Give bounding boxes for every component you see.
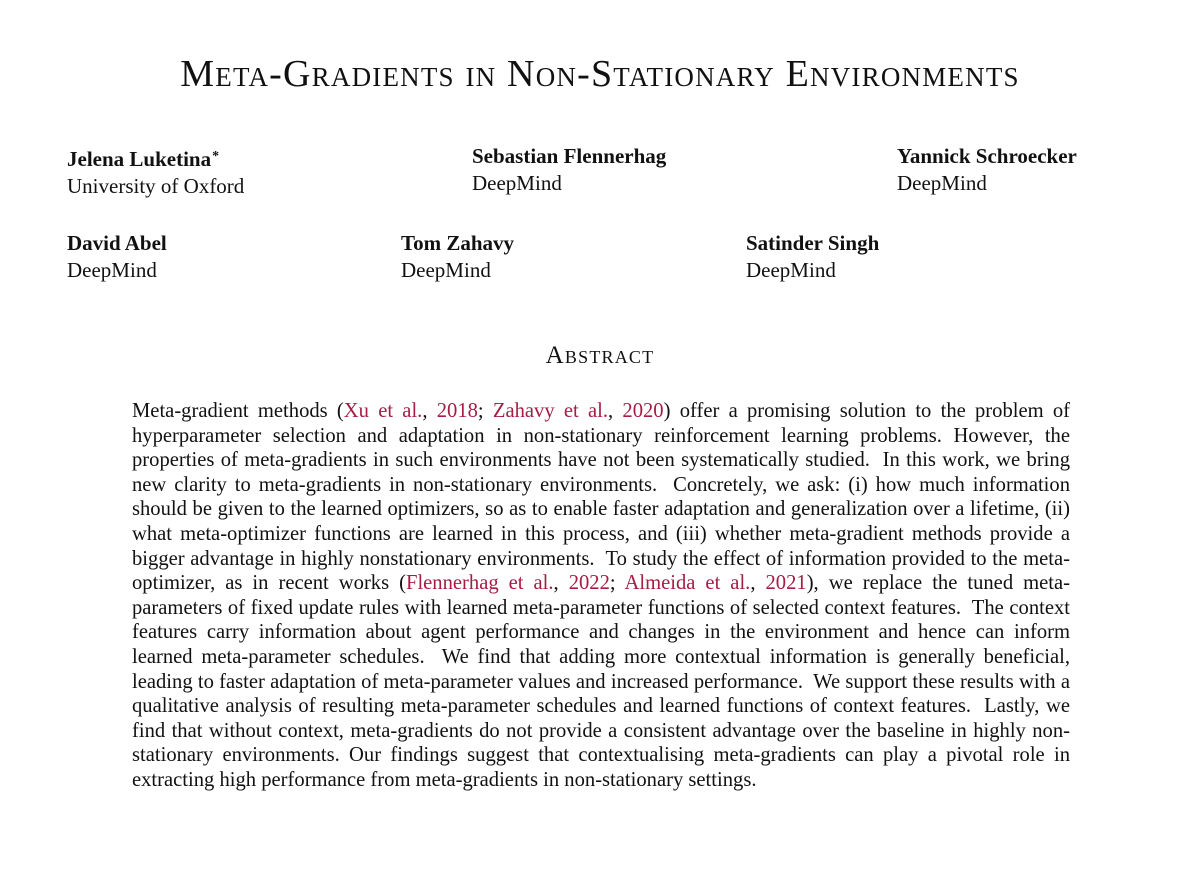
- author-block: [67, 143, 244, 200]
- paper-title: Meta-Gradients in Non-Stationary Environments: [180, 53, 1020, 95]
- abstract-segment: ;: [609, 572, 625, 595]
- footnote-mark: *: [212, 149, 220, 164]
- author-name: Jelena Luketina*: [67, 147, 220, 171]
- author-name: Tom Zahavy: [401, 231, 515, 255]
- author-name: Yannick Schroecker: [897, 144, 1077, 168]
- citation-year-link[interactable]: 2020: [622, 400, 664, 422]
- author-name: Satinder Singh: [746, 231, 880, 255]
- author-affiliation: DeepMind: [67, 258, 157, 282]
- citation-separator: ,: [750, 572, 766, 595]
- author-affiliation: DeepMind: [401, 258, 491, 282]
- author-name: Sebastian Flennerhag: [472, 144, 667, 168]
- author-affiliation: DeepMind: [897, 171, 987, 195]
- citation-separator: ,: [422, 400, 437, 422]
- abstract-segment: ) offer a promising solution to the problem of hyperparameter selection and adaptation in non-stationary reinforcement learning problems. However, the properties of meta-gradients in such environments have not been systematically studied. In this work, we bring new clarity to meta-gradients in non-stationary environments. Concretely, we ask: (i) how much information should be given to the learned optimizers, so as to enable faster adaptation and generalization over a lifetime, (ii) what meta-optimizer functions are learned in this process, and (iii) whether meta-gradient methods provide a bigger advantage in highly nonstationary environments. To study the effect of information provided to the meta-optimizer, as in recent works (: [132, 400, 1071, 595]
- citation-separator: ,: [553, 572, 569, 595]
- abstract-text: [132, 399, 1070, 793]
- abstract-segment: Meta-gradient methods (: [132, 400, 344, 422]
- citation-year-link[interactable]: 2018: [436, 400, 478, 422]
- author-block: [746, 230, 879, 284]
- abstract-heading: Abstract: [545, 342, 655, 369]
- citation-link[interactable]: Xu et al.: [343, 400, 423, 422]
- citation-separator: ,: [608, 400, 623, 422]
- author-affiliation: University of Oxford: [67, 174, 245, 198]
- citation-link[interactable]: Zahavy et al.: [492, 400, 608, 422]
- citation-year-link[interactable]: 2022: [568, 572, 610, 595]
- citation-link[interactable]: Flennerhag et al.: [405, 572, 554, 595]
- author-block: [67, 230, 167, 284]
- author-affiliation: DeepMind: [472, 171, 562, 195]
- author-block: [897, 143, 1077, 197]
- abstract-segment: ), we replace the tuned meta-parameters of fixed update rules with learned meta-parameter functions of selected context features. The context features carry information about agent performance and changes in the environment and hence can inform learned meta-parameter schedules. We find that adding more contextual information is generally beneficial, leading to faster adaptation of meta-parameter values and increased performance. We support these results with a qualitative analysis of resulting meta-parameter schedules and learned functions of context features. Lastly, we find that without context, meta-gradients do not provide a consistent advantage over the baseline in highly non-stationary environments. Our findings suggest that contextualising meta-gradients can play a pivotal role in extracting high performance from meta-gradients in non-stationary settings.: [132, 572, 1071, 791]
- citation-link[interactable]: Almeida et al.: [624, 572, 751, 595]
- abstract-segment: ;: [477, 400, 493, 422]
- author-block: [401, 230, 514, 284]
- citation-year-link[interactable]: 2021: [765, 572, 807, 595]
- author-block: [472, 143, 666, 197]
- author-affiliation: DeepMind: [746, 258, 836, 282]
- author-name: David Abel: [67, 231, 167, 255]
